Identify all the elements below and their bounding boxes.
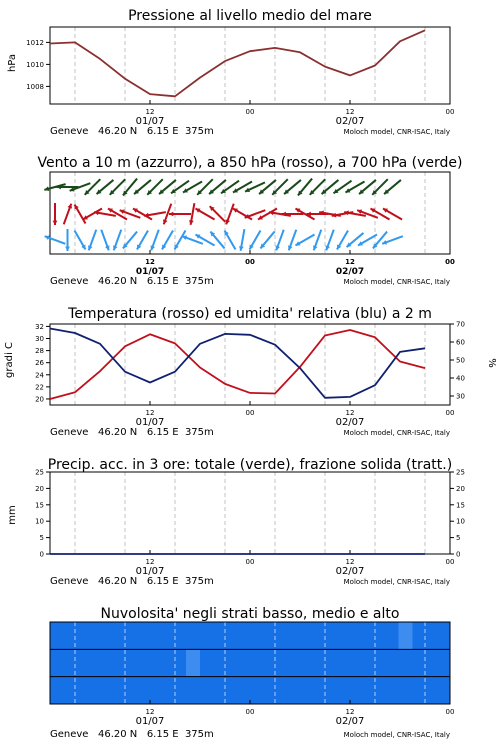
x-date-label: 02/07 xyxy=(335,566,365,577)
pressure-line xyxy=(50,30,425,96)
wind-barb xyxy=(65,229,70,251)
cloud-cell-highlight xyxy=(399,622,413,649)
wind-barb xyxy=(258,209,277,220)
y-tick-label: 30 xyxy=(35,335,44,344)
wind-barb xyxy=(137,230,148,249)
x-tick-label: 12 xyxy=(345,108,355,116)
cloud-plot xyxy=(50,622,454,740)
x-tick-label: 12 xyxy=(145,108,155,116)
x-tick-label: 12 xyxy=(345,258,355,266)
cloud-panel xyxy=(50,606,454,740)
y-tick-label: 1008 xyxy=(26,82,44,91)
footer-model: Moloch model, CNR-ISAC, Italy xyxy=(343,578,450,586)
x-date-label: 01/07 xyxy=(135,116,165,127)
x-tick-label: 12 xyxy=(145,258,155,266)
wind-barb xyxy=(275,230,283,251)
wind-barb xyxy=(325,230,333,251)
precip-plot xyxy=(35,469,465,588)
wind-barb xyxy=(150,230,158,251)
wind-barb xyxy=(101,230,109,251)
x-tick-label: 00 xyxy=(445,108,455,116)
barb-head xyxy=(169,212,173,217)
y-tick-label-right: 40 xyxy=(456,374,465,383)
wind-barb xyxy=(169,212,191,217)
y-tick-label-right: 70 xyxy=(456,320,465,329)
y-tick-label: 0 xyxy=(39,550,44,559)
wind-barb xyxy=(133,209,152,220)
footer-model: Moloch model, CNR-ISAC, Italy xyxy=(343,731,450,739)
plot-frame xyxy=(50,472,450,554)
precip-title: Precip. acc. in 3 ore: totale (verde), frazione solida (tratt.) xyxy=(47,457,453,473)
wind-barb xyxy=(162,230,173,249)
x-tick-label: 00 xyxy=(445,708,455,716)
y-tick-label: 15 xyxy=(35,501,44,510)
wind-barb xyxy=(260,232,274,249)
footer-model: Moloch model, CNR-ISAC, Italy xyxy=(343,278,450,286)
wind-barb xyxy=(295,235,314,246)
barb-head xyxy=(282,212,286,217)
cloud-cell-highlight xyxy=(186,649,200,676)
x-tick-label: 12 xyxy=(145,708,155,716)
wind-barb xyxy=(250,230,261,249)
y-tick-label: 24 xyxy=(35,371,44,380)
wind-barb xyxy=(373,232,387,249)
pressure-plot xyxy=(26,27,454,137)
y-tick-label-right: 20 xyxy=(456,484,465,493)
y-tick-label-right: 15 xyxy=(456,501,465,510)
wind-barb xyxy=(70,183,91,191)
barb-head xyxy=(53,221,58,225)
wind-barb xyxy=(53,203,58,225)
x-tick-label: 00 xyxy=(245,708,255,716)
y-tick-label: 28 xyxy=(35,347,44,356)
wind-barb xyxy=(45,235,66,243)
footer-location: Geneve 46.20 N 6.15 E 375m xyxy=(50,276,214,287)
x-date-label: 01/07 xyxy=(135,716,165,727)
wind-barb xyxy=(284,180,301,194)
x-date-label: 01/07 xyxy=(135,417,165,428)
wind-barb xyxy=(144,212,166,217)
footer-location: Geneve 46.20 N 6.15 E 375m xyxy=(50,576,214,587)
wind-barb xyxy=(288,230,296,251)
x-tick-label: 00 xyxy=(245,108,255,116)
y-tick-label-right: 0 xyxy=(456,550,461,559)
x-tick-label: 00 xyxy=(245,258,255,266)
x-tick-label: 12 xyxy=(345,409,355,417)
y-tick-label: 22 xyxy=(35,383,44,392)
wind-barb xyxy=(88,230,96,251)
wind-barb xyxy=(384,180,401,194)
wind-barb xyxy=(225,204,233,225)
rh-ylabel: % xyxy=(486,358,497,368)
wind-plot xyxy=(44,172,455,287)
x-tick-label: 00 xyxy=(245,558,255,566)
temp-rh-plot xyxy=(35,321,465,439)
y-tick-label-right: 10 xyxy=(456,517,465,526)
precip-ylabel: mm xyxy=(7,505,18,525)
wind-barb xyxy=(75,204,86,223)
wind-barb xyxy=(210,206,226,222)
x-tick-label: 00 xyxy=(445,409,455,417)
x-tick-label: 12 xyxy=(345,558,355,566)
wind-barb xyxy=(239,229,244,251)
wind-barb xyxy=(313,230,321,251)
plot-frame xyxy=(50,27,450,104)
cloud-title: Nuvolosita' negli strati basso, medio e alto xyxy=(100,606,400,622)
x-tick-label: 12 xyxy=(145,558,155,566)
y-tick-label: 1012 xyxy=(26,38,44,47)
wind-barb xyxy=(225,230,236,249)
barb-head xyxy=(65,247,70,251)
x-tick-label: 00 xyxy=(245,409,255,417)
y-tick-label: 25 xyxy=(35,468,44,477)
x-tick-label: 00 xyxy=(445,558,455,566)
y-tick-label: 32 xyxy=(35,322,44,331)
y-tick-label: 1010 xyxy=(26,60,44,69)
y-tick-label-right: 30 xyxy=(456,392,465,401)
wind-barb xyxy=(175,230,186,249)
y-tick-label-right: 50 xyxy=(456,356,465,365)
pressure-ylabel: hPa xyxy=(7,53,18,73)
wind-title: Vento a 10 m (azzurro), a 850 hPa (rosso), a 700 hPa (verde) xyxy=(37,155,463,171)
footer-location: Geneve 46.20 N 6.15 E 375m xyxy=(50,427,214,438)
x-date-label: 02/07 xyxy=(335,267,365,277)
wind-panel xyxy=(37,155,462,287)
humidity-line xyxy=(50,329,425,398)
x-tick-label: 12 xyxy=(145,409,155,417)
footer-model: Moloch model, CNR-ISAC, Italy xyxy=(343,128,450,136)
x-date-label: 02/07 xyxy=(335,116,365,127)
temp-rh-panel xyxy=(4,306,497,438)
x-tick-label: 12 xyxy=(345,708,355,716)
wind-barb xyxy=(210,232,224,249)
y-tick-label-right: 25 xyxy=(456,468,465,477)
x-tick-label: 00 xyxy=(445,258,455,266)
y-tick-label: 26 xyxy=(35,359,44,368)
footer-model: Moloch model, CNR-ISAC, Italy xyxy=(343,429,450,437)
wind-barb xyxy=(113,230,121,251)
cloud-cover-area xyxy=(50,622,450,704)
footer-location: Geneve 46.20 N 6.15 E 375m xyxy=(50,729,214,740)
wind-barb xyxy=(83,209,102,220)
x-date-label: 02/07 xyxy=(335,716,365,727)
footer-location: Geneve 46.20 N 6.15 E 375m xyxy=(50,126,214,137)
x-date-label: 01/07 xyxy=(135,566,165,577)
wind-barb xyxy=(75,230,86,249)
y-tick-label: 10 xyxy=(35,517,44,526)
y-tick-label: 20 xyxy=(35,395,44,404)
y-tick-label-right: 60 xyxy=(456,338,465,347)
pressure-panel xyxy=(7,8,454,137)
wind-barb xyxy=(64,204,72,225)
y-tick-label: 20 xyxy=(35,484,44,493)
temp-ylabel: gradi C xyxy=(4,342,15,378)
precip-panel xyxy=(7,457,465,587)
wind-barb xyxy=(123,232,137,249)
x-date-label: 01/07 xyxy=(135,267,165,277)
y-tick-label-right: 5 xyxy=(456,534,461,543)
y-tick-label: 5 xyxy=(39,534,44,543)
wind-barb xyxy=(382,236,403,244)
temp-rh-title: Temperatura (rosso) ed umidita' relativa (blu) a 2 m xyxy=(68,306,432,322)
x-date-label: 02/07 xyxy=(335,417,365,428)
pressure-title: Pressione al livello medio del mare xyxy=(128,8,372,24)
